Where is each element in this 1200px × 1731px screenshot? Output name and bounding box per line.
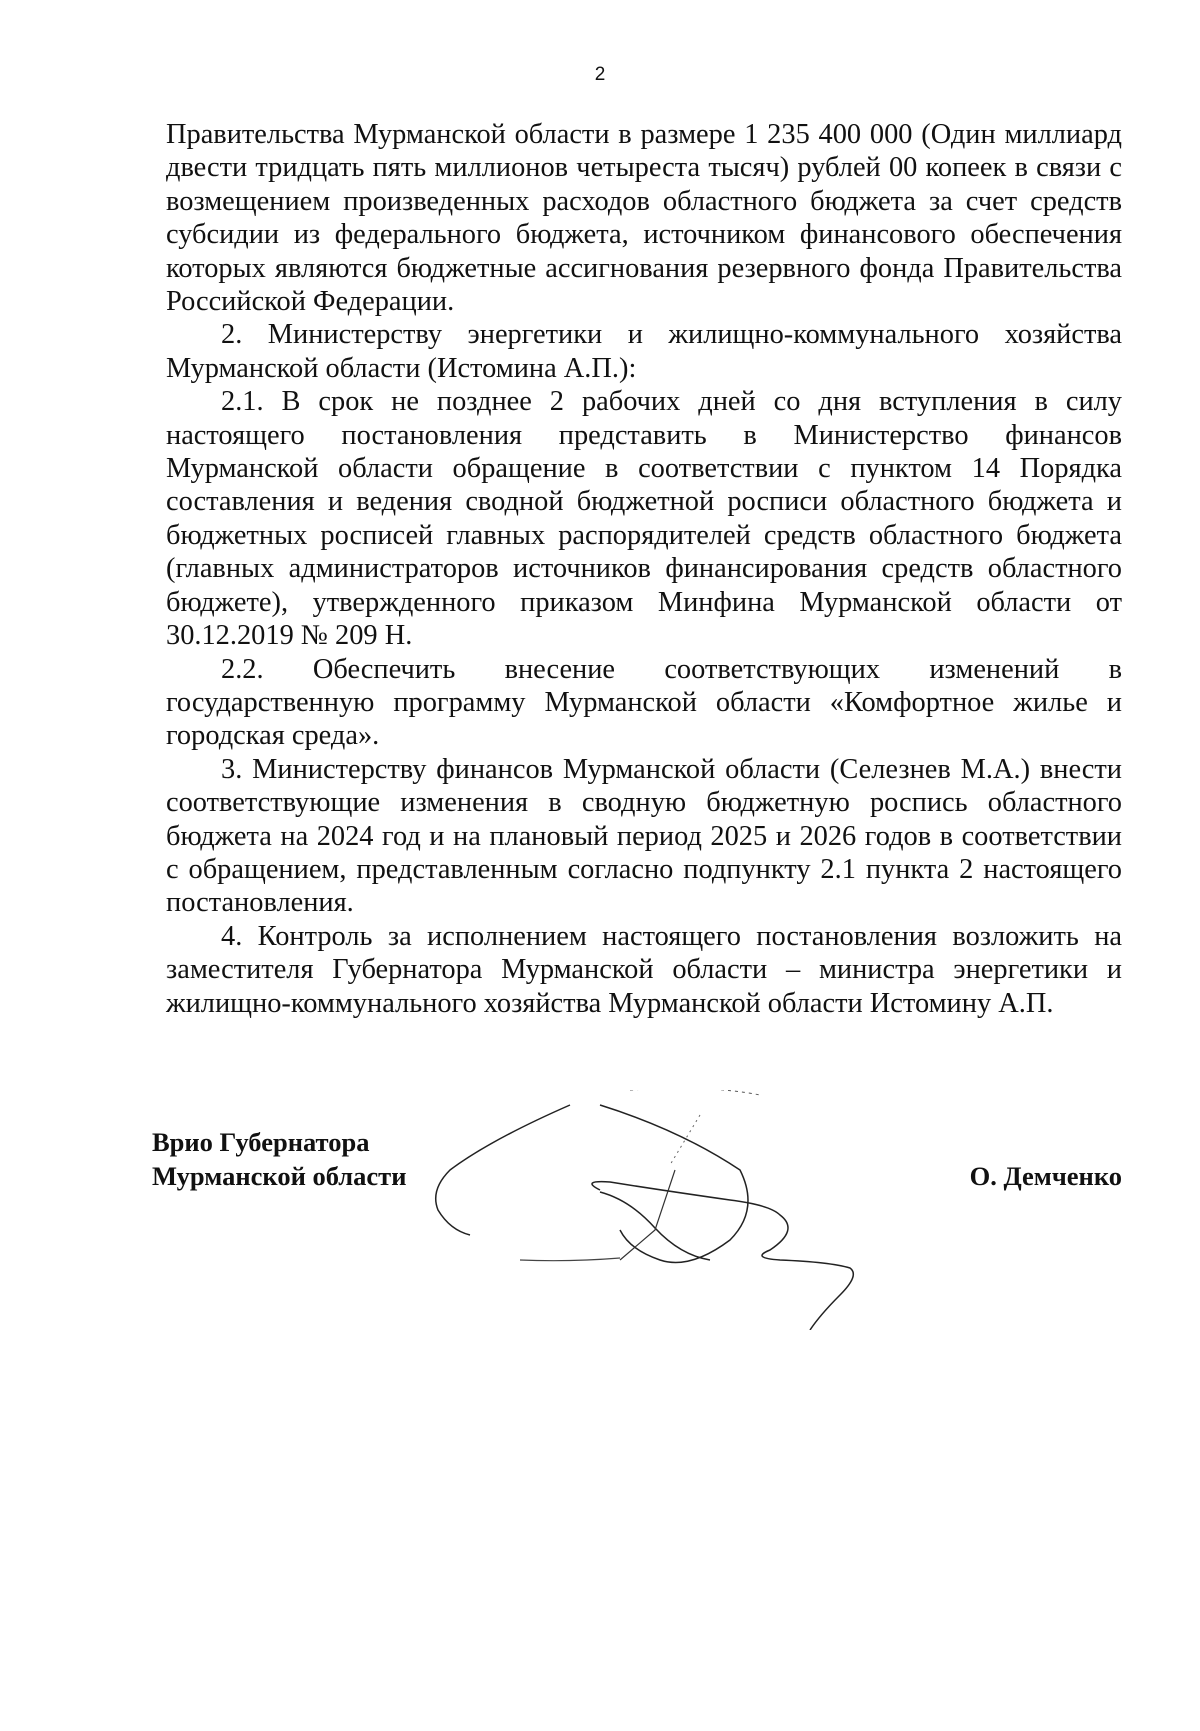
- paragraph-item-2: 2. Министерству энергетики и жилищно-коммунального хозяйства Мурманской области (Истомина А.П.):: [166, 319, 1122, 384]
- paragraph-item-2-2: 2.2. Обеспечить внесение соответствующих изменений в государственную программу Мурманской области «Комфортное жилье и городская среда».: [166, 653, 1122, 752]
- page-number: 2: [594, 64, 606, 85]
- document-body: [166, 118, 1122, 1020]
- paragraph-item-4: 4. Контроль за исполнением настоящего постановления возложить на заместителя Губернатора Мурманской области – министра энергетики и жилищно-коммунального хозяйства Мурманской области Истомину А.П.: [166, 920, 1122, 1019]
- signatory-name: О. Демченко: [969, 1161, 1122, 1191]
- handwritten-signature: [430, 1090, 910, 1330]
- paragraph-item-3: 3. Министерству финансов Мурманской области (Селезнев М.А.) внести соответствующие изменения в сводную бюджетную роспись областного бюджета на 2024 год и на плановый период 2025 и 2026 годов в соответствии с обращением, представленным согласно подпункту 2.1 пункта 2 настоящего постановления.: [166, 753, 1122, 919]
- signatory-title-line1: Врио Губернатора: [152, 1127, 370, 1157]
- signatory-title-line2: Мурманской области: [152, 1161, 407, 1191]
- paragraph-item-2-1: 2.1. В срок не позднее 2 рабочих дней со дня вступления в силу настоящего постановления представить в Министерство финансов Мурманской области обращение в соответствии с пунктом 14 Порядка составления и ведения сводной бюджетной росписи областного бюджета и бюджетных росписей главных распорядителей средств областного бюджета (главных администраторов источников финансирования средств областного бюджете), утвержденного приказом Минфина Мурманской области от 30.12.2019 № 209 Н.: [166, 386, 1122, 652]
- signatory-title: [152, 1125, 406, 1193]
- paragraph-continuation: Правительства Мурманской области в размере 1 235 400 000 (Один миллиард двести тридцать пять миллионов четыреста тысяч) рублей 00 копеек в связи с возмещением произведенных расходов областного бюджета за счет средств субсидии из федерального бюджета, источником финансового обеспечения которых являются бюджетные ассигнования резервного фонда Правительства Российской Федерации.: [166, 119, 1122, 318]
